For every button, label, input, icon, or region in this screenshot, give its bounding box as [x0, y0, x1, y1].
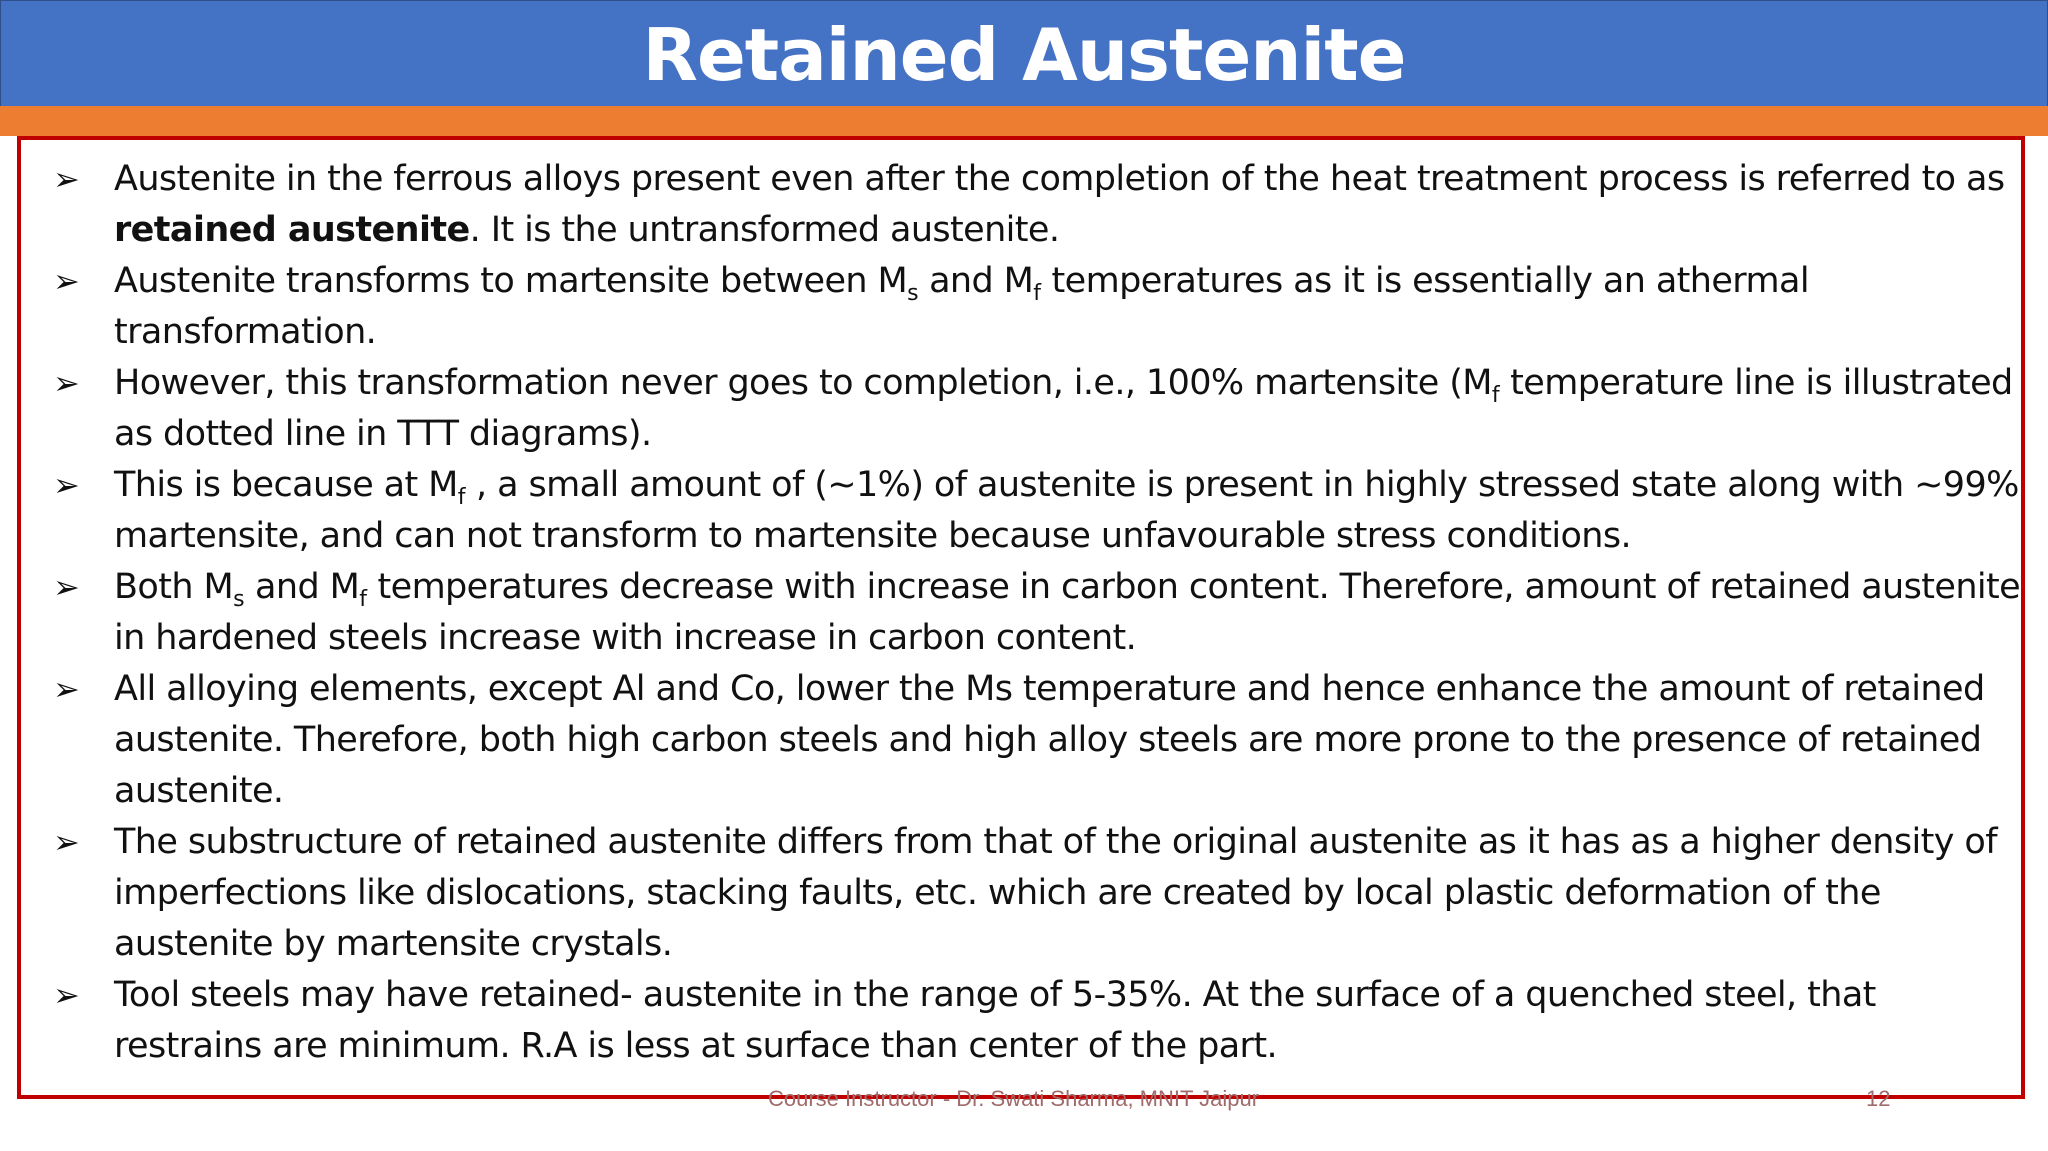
subscript: s — [233, 587, 245, 612]
arrow-bullet-icon: ➢ — [53, 568, 80, 606]
bullet-item — [39, 256, 2021, 358]
bullet-text: temperature line is illustrated as dotted line in TTT diagrams). — [114, 363, 2013, 454]
bullet-text: All alloying elements, except Al and Co, lower the Ms temperature and hence enhance the amount of retained austenite. Therefore, both high carbon steels and high alloy steels are more prone to the presence of retained austenite. — [114, 669, 1985, 811]
bullet-text: temperatures decrease with increase in carbon content. Therefore, amount of retained austenite in hardened steels increase with increase in carbon content. — [114, 567, 2021, 658]
bullet-text: Austenite in the ferrous alloys present even after the completion of the heat treatment process is referred to as — [114, 159, 2005, 199]
subscript: f — [359, 587, 367, 612]
accent-strip — [0, 106, 2048, 136]
title-bar — [0, 0, 2048, 107]
bullet-text: , a small amount of (~1%) of austenite is present in highly stressed state along with ~99% martensite, and can not transform to martensite because unfavourable stress conditions. — [114, 465, 2019, 556]
bullet-bold-text: retained austenite — [114, 210, 470, 250]
arrow-bullet-icon: ➢ — [53, 262, 80, 300]
subscript: s — [907, 281, 919, 306]
bullet-text: However, this transformation never goes to completion, i.e., 100% martensite (M — [114, 363, 1492, 403]
arrow-bullet-icon: ➢ — [53, 364, 80, 402]
bullet-text: This is because at M — [114, 465, 458, 505]
footer-instructor: Course Instructor - Dr. Swati Sharma, MNIT Jaipur — [768, 1086, 1260, 1111]
bullet-list — [39, 154, 2021, 1072]
arrow-bullet-icon: ➢ — [53, 670, 80, 708]
bullet-text: Both M — [114, 567, 234, 607]
subscript: f — [457, 485, 466, 510]
bullet-text: Tool steels may have retained- austenite in the range of 5-35%. At the surface of a quenched steel, that restrains are minimum. R.A is less at surface than center of the part. — [114, 975, 1876, 1066]
bullet-text: and M — [918, 261, 1034, 301]
content-box — [17, 136, 2025, 1099]
bullet-item — [39, 817, 2021, 970]
bullet-item — [39, 358, 2021, 460]
subscript: f — [1033, 281, 1042, 306]
bullet-text: Austenite transforms to martensite between M — [114, 261, 908, 301]
arrow-bullet-icon: ➢ — [53, 466, 80, 504]
bullet-text: temperatures as it is essentially an athermal transformation. — [114, 261, 1809, 352]
bullet-text: . It is the untransformed austenite. — [469, 210, 1060, 250]
bullet-item — [39, 460, 2021, 562]
arrow-bullet-icon: ➢ — [53, 160, 80, 198]
bullet-item — [39, 154, 2021, 256]
bullet-item — [39, 664, 2021, 817]
slide-title: Retained Austenite — [642, 12, 1406, 97]
bullet-item — [39, 970, 2021, 1072]
subscript: f — [1491, 383, 1500, 408]
arrow-bullet-icon: ➢ — [53, 823, 80, 861]
arrow-bullet-icon: ➢ — [53, 976, 80, 1014]
bullet-text: and M — [244, 567, 360, 607]
bullet-text: The substructure of retained austenite differs from that of the original austenite as it has as a higher density of imperfections like dislocations, stacking faults, etc. which are created by local plastic deformation of the austenite by martensite crystals. — [114, 822, 1997, 964]
bullet-item — [39, 562, 2021, 664]
page-number: 12 — [1866, 1086, 1891, 1111]
